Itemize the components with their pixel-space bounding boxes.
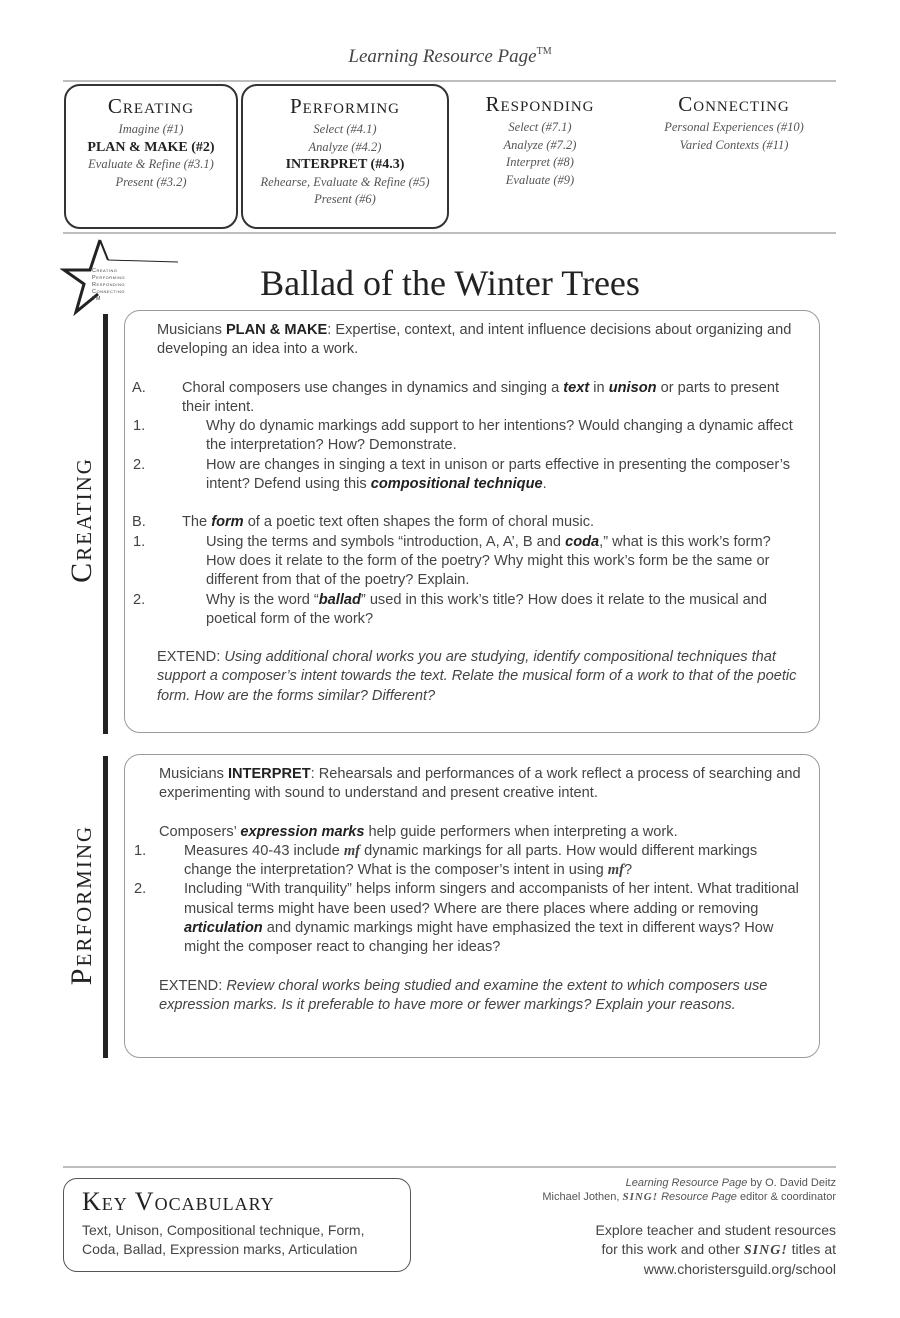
text-italic: Learning Resource Page [625,1177,748,1189]
text-italic: Resource Page [658,1191,737,1203]
list-marker: 1. [134,842,147,859]
list-marker: 1. [133,418,146,435]
text: ,” what is this work’s form? How does it relate to the form of the poetry? Why might this work’s form be the same or different from that of the poetry? Explain. [206,533,771,589]
explore-resources [596,1221,836,1279]
standard-responding [452,84,628,229]
list-marker: A. [132,379,146,396]
performing-lead [159,823,803,842]
logo-line: Responding [92,282,125,288]
logo-line: Performing [92,275,126,281]
creating-item-a [132,379,803,418]
text: Musicians [157,322,226,338]
creating-item-a1 [133,417,803,456]
standard-title: Performing [289,94,401,118]
page-header-title [0,46,900,68]
text-bold-italic: expression marks [240,823,365,840]
performing-content-box [124,754,820,1058]
text: for this work and other [601,1240,744,1257]
sing-logo-text: SING! [743,1242,788,1258]
extend-text: Review choral works being studied and examine the extent to which composers use expression marks. Is it preferable to have more or fewer markings? Explain your reasons. [159,977,768,1013]
key-vocabulary-text: Text, Unison, Compositional technique, Form, Coda, Ballad, Expression marks, Articulation [82,1222,365,1257]
creating-section-label: Creating [65,457,98,583]
list-marker: 2. [134,881,147,898]
list-marker: 1. [133,533,146,550]
standard-line: Personal Experiences (#10) [664,120,804,134]
creating-extend [157,648,803,706]
standards-divider [63,232,836,234]
performing-section-label: Performing [65,824,98,986]
footer-divider [63,1166,836,1168]
text: or parts to present their intent. [182,379,780,415]
standard-line: Interpret (#8) [506,155,574,169]
text-bold: PLAN & MAKE [225,322,328,338]
text: Why do dynamic markings add support to her intentions? Would changing a dynamic affect the interpretation? How? Demonstrate. [206,418,793,454]
text: Including “With tranquility” helps inform singers and accompanists of her intent. What traditional musical terms might have been used? Where are there places where adding or removing [184,881,799,917]
performing-item-2 [134,880,803,957]
mf-dynamic-mark: mf [343,842,361,859]
text-bold-italic: form [211,514,244,531]
text-bold: INTERPRET [227,766,311,782]
text: Choral composers use changes in dynamics and singing a [182,379,564,396]
sing-logo-text: SING! [622,1191,659,1203]
trademark-mark: TM [536,46,552,57]
standard-title: Creating [107,94,195,118]
standard-line-highlight: INTERPRET (#4.3) [285,157,405,172]
text: help guide performers when interpreting a work. [364,823,678,840]
standard-line: Analyze (#7.2) [503,137,577,152]
creating-item-b1 [133,533,803,591]
standard-line: Analyze (#4.2) [308,139,382,154]
explore-line [596,1240,836,1261]
text: ” used in this work’s title? How does it relate to the musical and poetical form of the work? [206,591,768,627]
extend-label: EXTEND: [159,977,227,994]
text: titles at [787,1240,836,1257]
text: of a poetic text often shapes the form of choral music. [243,514,595,531]
performing-intro [159,765,803,804]
text: editor & coordinator [736,1191,836,1203]
creating-item-b2 [133,591,803,630]
performing-item-1 [134,842,803,881]
standard-performing [241,84,449,229]
standard-line-highlight: PLAN & MAKE (#2) [87,139,215,155]
text: : Expertise, context, and intent influence decisions about organizing and developing an idea into a work. [157,322,792,358]
text-bold-italic: compositional technique [370,476,543,493]
credits-line-2 [542,1190,836,1204]
list-marker: 2. [133,591,146,608]
performing-section-bar [103,756,108,1058]
text-bold-italic: coda [565,533,600,550]
text: dynamic markings for all parts. How would different markings change the interpretation? What is the composer’s intent in using [184,842,758,879]
standard-line: Select (#7.1) [508,120,572,134]
header-title-text: Learning Resource Page [348,46,537,67]
mf-dynamic-mark: mf [607,862,624,879]
list-marker: 2. [133,456,146,473]
extend-label: EXTEND: [157,649,225,666]
standard-line: Evaluate & Refine (#3.1) [88,157,214,171]
creating-content-box [124,310,820,733]
credits [542,1176,836,1204]
header-divider [63,80,836,82]
text: Musicians [159,766,228,782]
text: Using the terms and symbols “introduction, A, A’, B and [206,533,566,550]
standard-line: Rehearse, Evaluate & Refine (#5) [260,174,430,189]
credits-line-1 [542,1176,836,1190]
logo-line: Connecting [92,289,125,295]
extend-text: Using additional choral works you are studying, identify compositional techniques that support a composer’s intent towards the text. Relate the musical form of a work to that of the poetic form. How are the forms similar? Different? [157,649,797,704]
text: Composers’ [159,823,241,840]
text: Why is the word “ [206,591,319,608]
logo-trademark: TM [92,296,101,302]
text: in [589,379,609,396]
text: The [182,514,212,531]
standard-connecting [634,84,834,229]
standard-line: Varied Contexts (#11) [679,137,789,152]
logo-line: Creating [92,268,118,274]
text-bold-italic: unison [608,379,657,396]
explore-line: Explore teacher and student resources [595,1222,836,1238]
text: and dynamic markings might have emphasized the text in different ways? How might the composer react to changing her ideas? [184,920,774,956]
text: by O. David Deitz [747,1177,836,1189]
standard-line: Select (#4.1) [313,122,377,136]
standard-line: Present (#6) [314,192,376,206]
key-vocabulary-box [63,1178,411,1272]
standard-title: Responding [485,92,595,116]
text: Michael Jothen, [542,1191,623,1203]
text: : Rehearsals and performances of a work reflect a process of searching and experimenting with sound to understand and present creative intent. [159,766,801,802]
creating-section-bar [103,314,108,734]
standard-line: Present (#3.2) [115,174,187,189]
text-bold-italic: articulation [184,920,263,937]
key-vocabulary-title: Key Vocabulary [82,1187,275,1216]
performing-extend [159,977,803,1016]
creating-item-a2 [133,456,803,495]
text: Measures 40-43 include [184,842,344,859]
text: . [542,476,547,493]
text-bold-italic: ballad [318,591,361,608]
creating-item-b [132,513,803,532]
website-url: www.choristersguild.org/school [643,1261,836,1277]
standard-line: Imagine (#1) [118,122,184,136]
text-bold-italic: text [563,379,590,396]
standard-line: Evaluate (#9) [505,172,575,187]
text: ? [623,862,633,879]
standard-creating [64,84,238,229]
text: How are changes in singing a text in unison or parts effective in presenting the composer’s intent? Defend using this [206,456,791,493]
song-title: Ballad of the Winter Trees [260,263,640,303]
creating-intro [157,321,803,360]
standard-title: Connecting [678,92,790,116]
list-marker: B. [132,514,146,531]
